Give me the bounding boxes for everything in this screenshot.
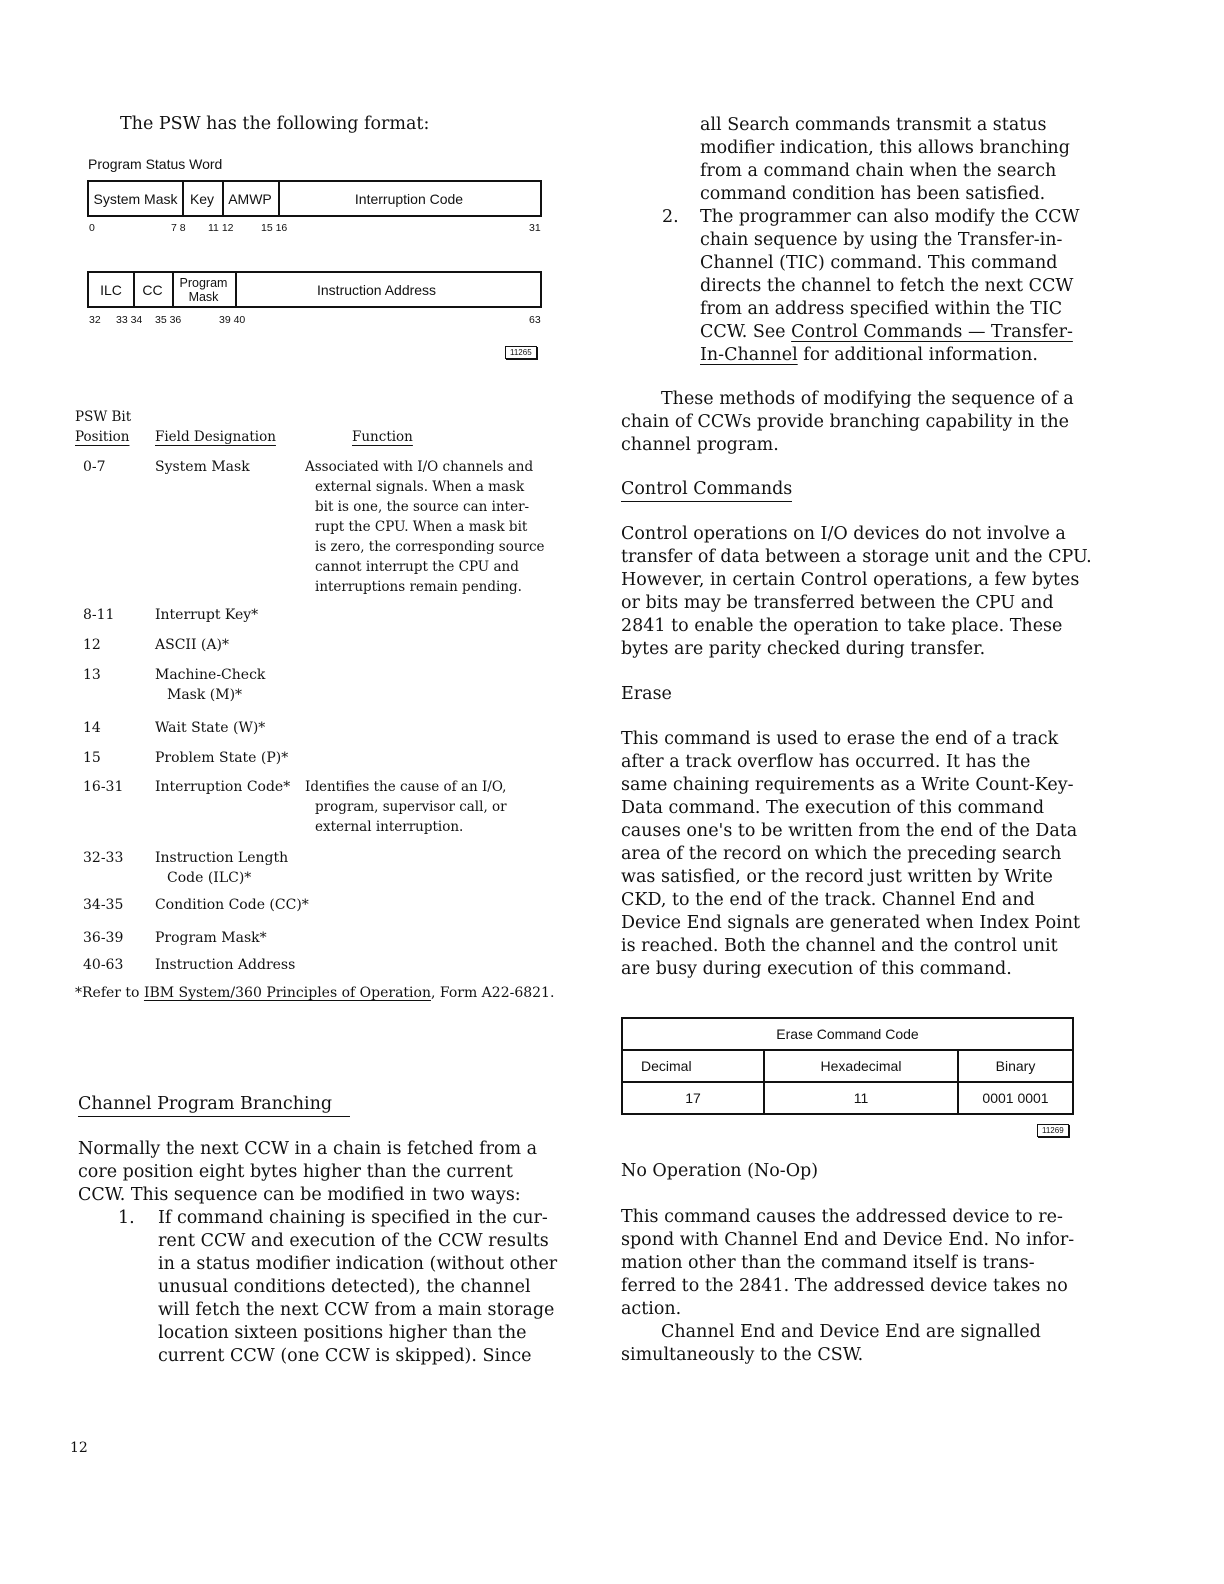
psw-word-2	[87, 271, 542, 308]
erase-command-code-table	[621, 1017, 1074, 1115]
bit-tick: 31	[529, 222, 541, 234]
field-line: Instruction Address	[155, 957, 296, 973]
psw-function-description	[305, 457, 545, 597]
text-line: CCW. This sequence can be modified in two ways:	[78, 1185, 521, 1205]
text-line: directs the channel to fetch the next CCW	[700, 276, 1074, 296]
control-commands-heading: Control Commands	[621, 478, 792, 502]
page-number: 12	[70, 1440, 88, 1456]
function-line: external interruption.	[315, 819, 464, 835]
psw-field-designation	[155, 635, 229, 655]
text-line: or bits may be transferred between the CPU and	[621, 593, 1054, 613]
function-line: interruptions remain pending.	[315, 579, 522, 595]
text-line: Channel End and Device End are signalled	[661, 1322, 1041, 1342]
erase-table-title: Erase Command Code	[622, 1018, 1073, 1050]
text-line: area of the record on which the preceding search	[621, 844, 1062, 864]
psw-function-description	[305, 777, 507, 837]
function-line: external signals. When a mask	[315, 479, 525, 495]
field-ilc: ILC	[89, 273, 135, 306]
bit-tick: 63	[529, 314, 541, 326]
psw-field-designation	[155, 665, 265, 705]
text-line: current CCW (one CCW is skipped). Since	[158, 1346, 532, 1366]
text-line: same chaining requirements as a Write Count-Key-	[621, 775, 1074, 795]
footnote-prefix: *Refer to	[75, 985, 144, 1001]
field-line: Condition Code (CC)*	[155, 897, 309, 913]
text-line: This command causes the addressed device to re-	[621, 1207, 1063, 1227]
psw-bit-position: 8-11	[83, 607, 115, 623]
search-continuation	[700, 114, 1070, 206]
text-line: modifier indication, this allows branching	[700, 138, 1070, 158]
text-line: causes one's to be written from the end of the Data	[621, 821, 1078, 841]
no-op-paragraph	[621, 1206, 1074, 1367]
text-line: was satisfied, or the record just written by Write	[621, 867, 1053, 887]
psw-field-designation	[155, 955, 295, 975]
field-line: Wait State (W)*	[155, 720, 266, 736]
text-line: Device End signals are generated when Index Point	[621, 913, 1080, 933]
psw-word-1	[87, 180, 542, 217]
text-line: This command is used to erase the end of a track	[621, 729, 1059, 749]
function-line: Identifies the cause of an I/O,	[305, 779, 507, 795]
erase-heading: Erase	[621, 684, 672, 704]
field-line: Code (ILC)*	[167, 870, 252, 886]
text-line	[700, 321, 1079, 344]
text-line: bytes are parity checked during transfer.	[621, 639, 986, 659]
psw-table-header-field: Field Designation	[155, 429, 276, 445]
text-line: chain sequence by using the Transfer-in-	[700, 230, 1063, 250]
function-line: cannot interrupt the CPU and	[315, 559, 519, 575]
psw-bit-position: 40-63	[83, 957, 124, 973]
text-line: 2841 to enable the operation to take place. These	[621, 616, 1063, 636]
text-line: chain of CCWs provide branching capability in the	[621, 412, 1069, 432]
field-line: Program Mask*	[155, 930, 267, 946]
text-line: The programmer can also modify the CCW	[700, 207, 1080, 227]
text-line: CKD, to the end of the track. Channel End and	[621, 890, 1035, 910]
field-cc: CC	[133, 273, 174, 306]
psw-field-designation	[155, 605, 258, 625]
function-line: bit is one, the source can inter-	[315, 499, 530, 515]
field-interruption-code: Interruption Code	[354, 190, 464, 207]
text-line: rent CCW and execution of the CCW results	[158, 1231, 549, 1251]
figure-id: 11265	[505, 346, 537, 359]
text-line: Data command. The execution of this command	[621, 798, 1045, 818]
bit-tick: 39 40	[219, 314, 246, 326]
text-line: will fetch the next CCW from a main storage	[158, 1300, 555, 1320]
cross-reference-link[interactable]: In-Channel	[700, 345, 798, 365]
psw-field-designation	[155, 777, 290, 797]
function-line: Associated with I/O channels and	[305, 459, 534, 475]
psw-field-designation	[155, 748, 288, 768]
text-line: after a track overflow has occurred. It has the	[621, 752, 1031, 772]
field-line: Problem State (P)*	[155, 750, 289, 766]
function-line: program, supervisor call, or	[315, 799, 507, 815]
erase-table-header-hex: Hexadecimal	[764, 1050, 958, 1082]
text-line: However, in certain Control operations, a few bytes	[621, 570, 1080, 590]
text-line: in a status modifier indication (without other	[158, 1254, 558, 1274]
channel-program-branching-heading: Channel Program Branching	[78, 1093, 350, 1117]
text-line: These methods of modifying the sequence of a	[661, 389, 1074, 409]
text-line: ferred to the 2841. The addressed device takes no	[621, 1276, 1068, 1296]
psw-bit-position: 12	[83, 637, 101, 653]
field-line: Mask (M)*	[167, 687, 243, 703]
psw-bit-position: 13	[83, 667, 101, 683]
erase-table-value-binary: 0001 0001	[958, 1082, 1073, 1114]
psw-figure-title: Program Status Word	[88, 156, 223, 172]
text-line: from a command chain when the search	[700, 161, 1057, 181]
branching-paragraph	[78, 1138, 537, 1207]
footnote-reference: IBM System/360 Principles of Operation	[143, 985, 431, 1001]
text-line: all Search commands transmit a status	[700, 115, 1047, 135]
header-line: PSW Bit	[75, 409, 132, 425]
psw-field-designation	[155, 457, 250, 477]
psw-field-designation	[155, 848, 288, 888]
text-line: transfer of data between a storage unit and the CPU.	[621, 547, 1092, 567]
psw-table-header-function: Function	[352, 429, 413, 445]
field-instruction-address: Instruction Address	[317, 281, 437, 298]
erase-table-header-binary: Binary	[958, 1050, 1073, 1082]
text-line: core position eight bytes higher than the current	[78, 1162, 513, 1182]
field-line: Instruction Length	[155, 850, 289, 866]
psw-bit-position: 14	[83, 720, 101, 736]
bit-tick: 33 34	[116, 314, 143, 326]
erase-paragraph	[621, 728, 1080, 981]
no-op-heading: No Operation (No-Op)	[621, 1161, 819, 1181]
erase-table-header-decimal: Decimal	[622, 1050, 764, 1082]
field-line: Interruption Code*	[155, 779, 291, 795]
field-line: Interrupt Key*	[155, 607, 259, 623]
text-line: from an address specified within the TIC	[700, 299, 1063, 319]
psw-field-designation	[155, 718, 265, 738]
text-line: channel program.	[621, 435, 779, 455]
function-line: is zero, the corresponding source	[315, 539, 545, 555]
erase-table-value-decimal: 17	[622, 1082, 764, 1114]
field-program-mask: Program Mask	[172, 273, 237, 306]
text-line: mation other than the command itself is trans-	[621, 1253, 1035, 1273]
bit-tick: 7 8	[171, 222, 186, 234]
psw-field-designation	[155, 895, 309, 915]
field-system-mask: System Mask	[89, 182, 184, 215]
text-line: Channel (TIC) command. This command	[700, 253, 1058, 273]
field-line: ASCII (A)*	[155, 637, 229, 653]
bit-tick: 15 16	[261, 222, 288, 234]
field-line: Machine-Check	[155, 667, 266, 683]
figure-id: 11269	[1037, 1124, 1069, 1137]
list-item-1-number: 1.	[118, 1208, 135, 1228]
psw-bit-position: 34-35	[83, 897, 124, 913]
erase-table-value-hex: 11	[764, 1082, 958, 1114]
field-key: Key	[182, 182, 224, 215]
function-line: rupt the CPU. When a mask bit	[315, 519, 528, 535]
list-item-1	[158, 1207, 557, 1368]
cross-reference-link[interactable]: Control Commands — Transfer-	[791, 322, 1073, 342]
psw-table-header-position	[75, 408, 131, 448]
text-line: If command chaining is specified in the cur-	[158, 1208, 548, 1228]
psw-bit-position: 15	[83, 750, 101, 766]
control-paragraph	[621, 523, 1092, 661]
text-span: for additional information.	[797, 345, 1038, 365]
psw-bit-position: 0-7	[83, 459, 106, 475]
text-span: CCW. See	[700, 322, 792, 342]
list-item-2-number: 2.	[662, 207, 679, 227]
text-line: location sixteen positions higher than the	[158, 1323, 527, 1343]
field-amwp: AMWP	[222, 182, 280, 215]
text-line: is reached. Both the channel and the control unit	[621, 936, 1058, 956]
list-item-2	[700, 206, 1079, 367]
text-line	[700, 344, 1079, 367]
methods-paragraph	[621, 388, 1074, 457]
psw-intro: The PSW has the following format:	[120, 114, 430, 134]
psw-bit-position: 16-31	[83, 779, 124, 795]
footnote	[75, 985, 554, 1001]
text-line: unusual conditions detected), the channel	[158, 1277, 531, 1297]
text-line: simultaneously to the CSW.	[621, 1345, 864, 1365]
bit-tick: 11 12	[208, 222, 234, 234]
text-line: action.	[621, 1299, 682, 1319]
bit-tick: 32	[89, 314, 101, 326]
bit-tick: 0	[89, 222, 95, 234]
text-line: Control operations on I/O devices do not involve a	[621, 524, 1066, 544]
field-line: System Mask	[155, 459, 250, 475]
psw-bit-position: 36-39	[83, 930, 124, 946]
text-line: are busy during execution of this command.	[621, 959, 1012, 979]
psw-field-designation	[155, 928, 267, 948]
psw-bit-position: 32-33	[83, 850, 124, 866]
header-line: Position	[75, 428, 130, 445]
bit-tick: 35 36	[155, 314, 182, 326]
text-line: command condition has been satisfied.	[700, 184, 1046, 204]
text-line: Normally the next CCW in a chain is fetched from a	[78, 1139, 538, 1159]
footnote-suffix: , Form A22-6821.	[430, 985, 555, 1001]
text-line: spond with Channel End and Device End. No infor-	[621, 1230, 1075, 1250]
